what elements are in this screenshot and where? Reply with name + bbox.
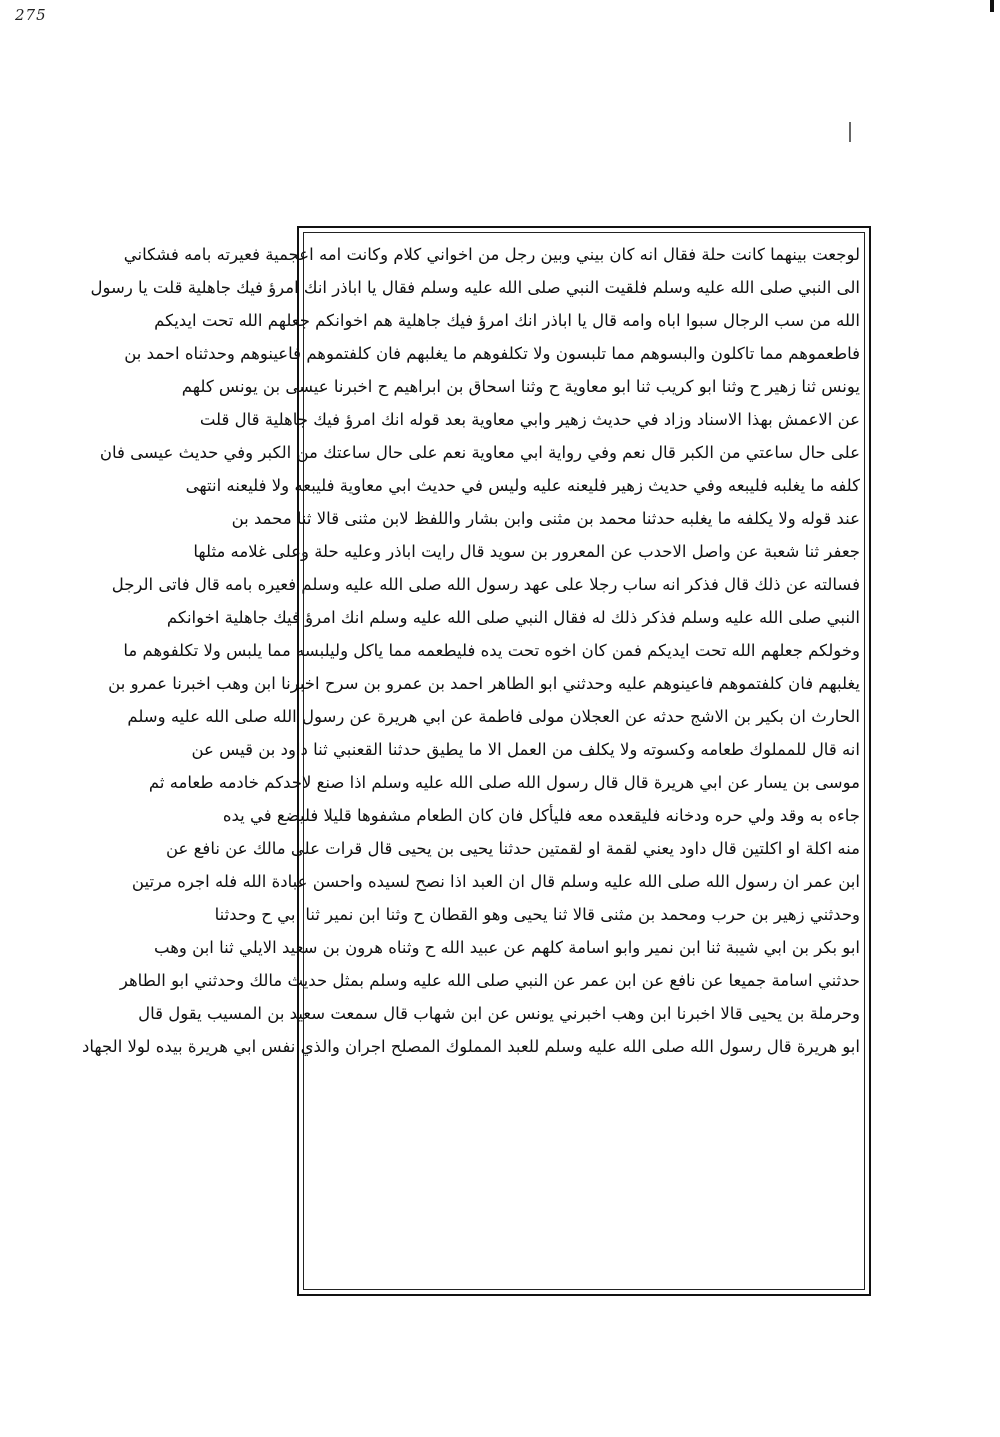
text-line: منه اكلة او اكلتين قال داود يعني لقمة او لقمتين حدثنا يحيى بن يحيى قال قرات على مالك عن نافع عن [166, 839, 860, 858]
manuscript-text-block [82, 238, 860, 1288]
edge-mark [990, 0, 994, 12]
text-line: كلفه ما يغلبه فليبعه وفي حديث زهير فليعنه عليه وليس في حديث ابي معاوية فليبعه ولا فليعنه انتهى [185, 476, 860, 495]
text-line: فاطعموهم مما تاكلون والبسوهم مما تلبسون ولا تكلفوهم ما يغلبهم فان كلفتموهم فاعينوهم وحدثناه احمد بن [124, 344, 860, 363]
text-line: عن الاعمش بهذا الاسناد وزاد في حديث زهير وابي معاوية بعد قوله انك امرؤ فيك جاهلية قال قلت [199, 410, 860, 429]
text-line: ابن عمر ان رسول الله صلى الله عليه وسلم قال ان العبد اذا نصح لسيده واحسن عبادة الله فله اجره مرتين [131, 872, 860, 891]
text-line: حدثني اسامة جميعا عن نافع عن ابن عمر عن النبي صلى الله عليه وسلم بمثل حديث مالك وحدثني ابو الطاهر [119, 971, 860, 990]
text-line: عند قوله ولا يكلفه ما يغلبه حدثنا محمد بن مثنى وابن بشار واللفظ لابن مثنى قالا ثنا محمد بن [231, 509, 860, 528]
text-line: جعفر ثنا شعبة عن واصل الاحدب عن المعرور بن سويد قال رايت اباذر وعليه حلة وعلى غلامه مثلها [193, 542, 860, 561]
text-line: ابو هريرة قال رسول الله صلى الله عليه وسلم للعبد المملوك المصلح اجران والذي نفس ابي هريرة بيده لولا الجهاد [82, 1037, 860, 1056]
text-line: فسالته عن ذلك قال فذكر انه ساب رجلا على عهد رسول الله صلى الله عليه وسلم فعيره بامه قال فاتى الرجل [111, 575, 860, 594]
text-line: وحدثني زهير بن حرب ومحمد بن مثنى قالا ثنا يحيى وهو القطان ح وثنا ابن نمير ثنا ابي ح وحدثنا [214, 905, 860, 924]
text-line: وحرملة بن يحيى قالا اخبرنا ابن وهب اخبرني يونس عن ابن شهاب قال سمعت سعيد بن المسيب يقول قال [138, 1004, 860, 1023]
text-line: على حال ساعتي من الكبر قال نعم وفي رواية ابي معاوية نعم على حال ساعتك من الكبر وفي حديث عيسى فان [99, 443, 860, 462]
text-line: ابو بكر بن ابي شيبة ثنا ابن نمير وابو اسامة كلهم عن عبيد الله ح وثناه هرون بن سعيد الايلي ثنا ابن وهب [154, 938, 860, 957]
text-line: الى النبي صلى الله عليه وسلم فلقيت النبي صلى الله عليه وسلم فقال يا اباذر انك امرؤ فيك جاهلية قلت يا رسول [90, 278, 860, 297]
text-line: موسى بن يسار عن ابي هريرة قال قال رسول الله صلى الله عليه وسلم اذا صنع لاحدكم خادمه طعامه ثم [148, 773, 860, 792]
margin-tick-mark [849, 122, 851, 142]
text-line: وخولكم جعلهم الله تحت ايديكم فمن كان اخوه تحت يده فليطعمه مما ياكل وليلبسه مما يلبس ولا تكلفوهم ما [123, 641, 860, 660]
text-line: انه قال للمملوك طعامه وكسوته ولا يكلف من العمل الا ما يطيق حدثنا القعنبي ثنا داود بن قيس عن [191, 740, 860, 759]
text-line: يغلبهم فان كلفتموهم فاعينوهم عليه وحدثني ابو الطاهر احمد بن عمرو بن سرح اخبرنا ابن وهب اخبرنا عمرو بن [108, 674, 860, 693]
text-line: النبي صلى الله عليه وسلم فذكر ذلك له فقال النبي صلى الله عليه وسلم انك امرؤ فيك جاهلية اخوانكم [166, 608, 860, 627]
folio-number: 275 [15, 6, 47, 24]
text-line: لوجعت بينهما كانت حلة فقال انه كان بيني وبين رجل من اخواني كلام وكانت امه اعجمية فعيرته بامه فشكاني [123, 245, 860, 264]
text-line: جاءه به وقد ولي حره ودخانه فليقعده معه فليأكل فان كان الطعام مشفوها قليلا فليضع في يده [222, 806, 860, 825]
text-line: الحارث ان بكير بن الاشج حدثه عن العجلان مولى فاطمة عن ابي هريرة عن رسول الله صلى الله عليه وسلم [127, 707, 860, 726]
text-line: الله من سب الرجال سبوا اباه وامه قال يا اباذر انك امرؤ فيك جاهلية هم اخوانكم جعلهم الله تحت ايديكم [154, 311, 860, 330]
text-line: يونس ثنا زهير ح وثنا ابو كريب ثنا ابو معاوية ح وثنا اسحاق بن ابراهيم ح اخبرنا عيسى بن يونس كلهم [181, 377, 860, 396]
